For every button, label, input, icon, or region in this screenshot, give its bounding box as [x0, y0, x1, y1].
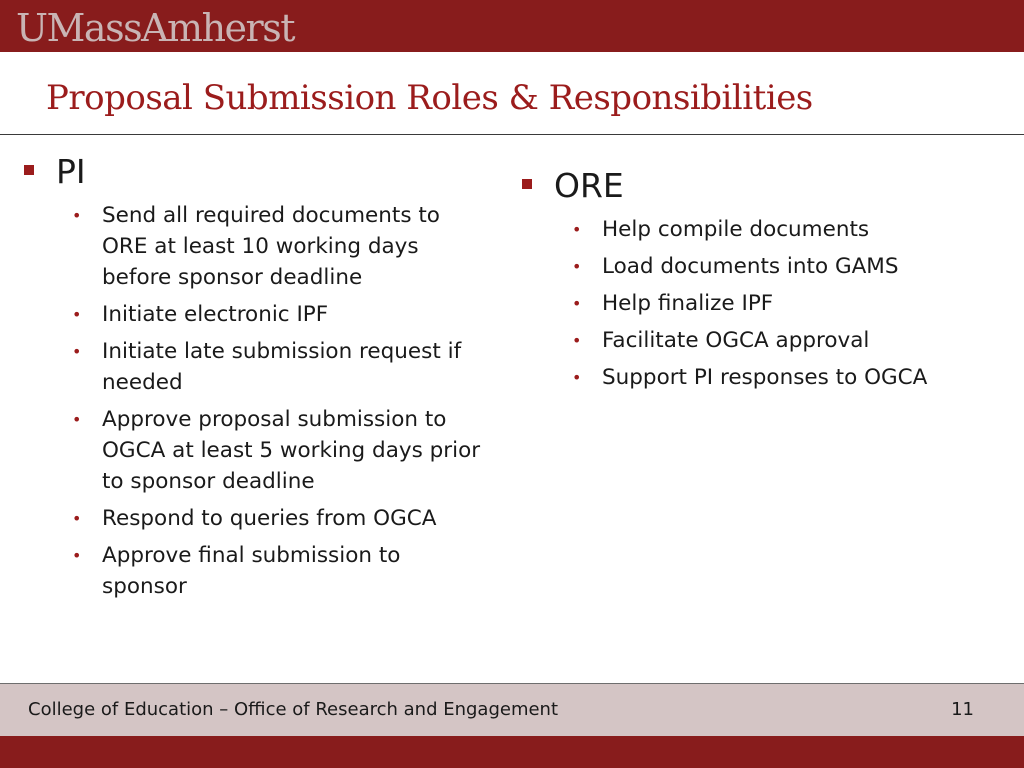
square-bullet-icon	[24, 165, 34, 175]
list-item	[520, 214, 1000, 245]
pi-responsibilities-list	[22, 200, 492, 602]
footer-band	[0, 683, 1024, 736]
list-item-text: Help compile documents	[602, 217, 870, 242]
bullet-dot-icon: •	[72, 305, 82, 324]
list-item	[520, 288, 1000, 319]
footer-text: College of Education – Office of Research and Engagement	[28, 699, 559, 720]
ore-responsibilities-list	[520, 214, 1000, 393]
list-item-text: Facilitate OGCA approval	[602, 328, 870, 353]
umass-amherst-logo: UMassAmherst	[16, 6, 294, 50]
bottom-banner	[0, 736, 1024, 768]
bullet-dot-icon: •	[72, 206, 82, 225]
slide-title: Proposal Submission Roles & Responsibilities	[46, 78, 813, 118]
pi-heading	[22, 150, 492, 194]
bullet-dot-icon: •	[72, 509, 82, 528]
ore-column	[520, 164, 1000, 399]
list-item-text: Approve proposal submission to OGCA at least 5 working days prior to sponsor deadline	[102, 407, 481, 494]
list-item-text: Initiate late submission request if needed	[102, 339, 462, 395]
page-number: 11	[951, 699, 974, 720]
list-item-text: Help finalize IPF	[602, 291, 774, 316]
bullet-dot-icon: •	[572, 368, 582, 387]
list-item	[22, 299, 492, 330]
list-item	[22, 503, 492, 534]
bullet-dot-icon: •	[72, 342, 82, 361]
list-item-text: Support PI responses to OGCA	[602, 365, 928, 390]
ore-heading	[520, 164, 1000, 208]
bullet-dot-icon: •	[72, 410, 82, 429]
square-bullet-icon	[522, 179, 532, 189]
list-item-text: Initiate electronic IPF	[102, 302, 329, 327]
bullet-dot-icon: •	[572, 331, 582, 350]
bullet-dot-icon: •	[572, 294, 582, 313]
list-item-text: Respond to queries from OGCA	[102, 506, 437, 531]
list-item	[520, 362, 1000, 393]
pi-column	[22, 150, 492, 608]
list-item-text: Load documents into GAMS	[602, 254, 899, 279]
list-item	[22, 336, 492, 398]
list-item	[22, 200, 492, 293]
list-item-text: Approve final submission to sponsor	[102, 543, 401, 599]
bullet-dot-icon: •	[572, 220, 582, 239]
title-divider	[0, 134, 1024, 135]
bullet-dot-icon: •	[572, 257, 582, 276]
bullet-dot-icon: •	[72, 546, 82, 565]
list-item	[520, 325, 1000, 356]
list-item	[22, 540, 492, 602]
ore-heading-label: ORE	[554, 166, 624, 205]
top-banner	[0, 0, 1024, 52]
pi-heading-label: PI	[56, 152, 86, 191]
list-item	[520, 251, 1000, 282]
list-item-text: Send all required documents to ORE at least 10 working days before sponsor deadline	[102, 203, 440, 290]
list-item	[22, 404, 492, 497]
